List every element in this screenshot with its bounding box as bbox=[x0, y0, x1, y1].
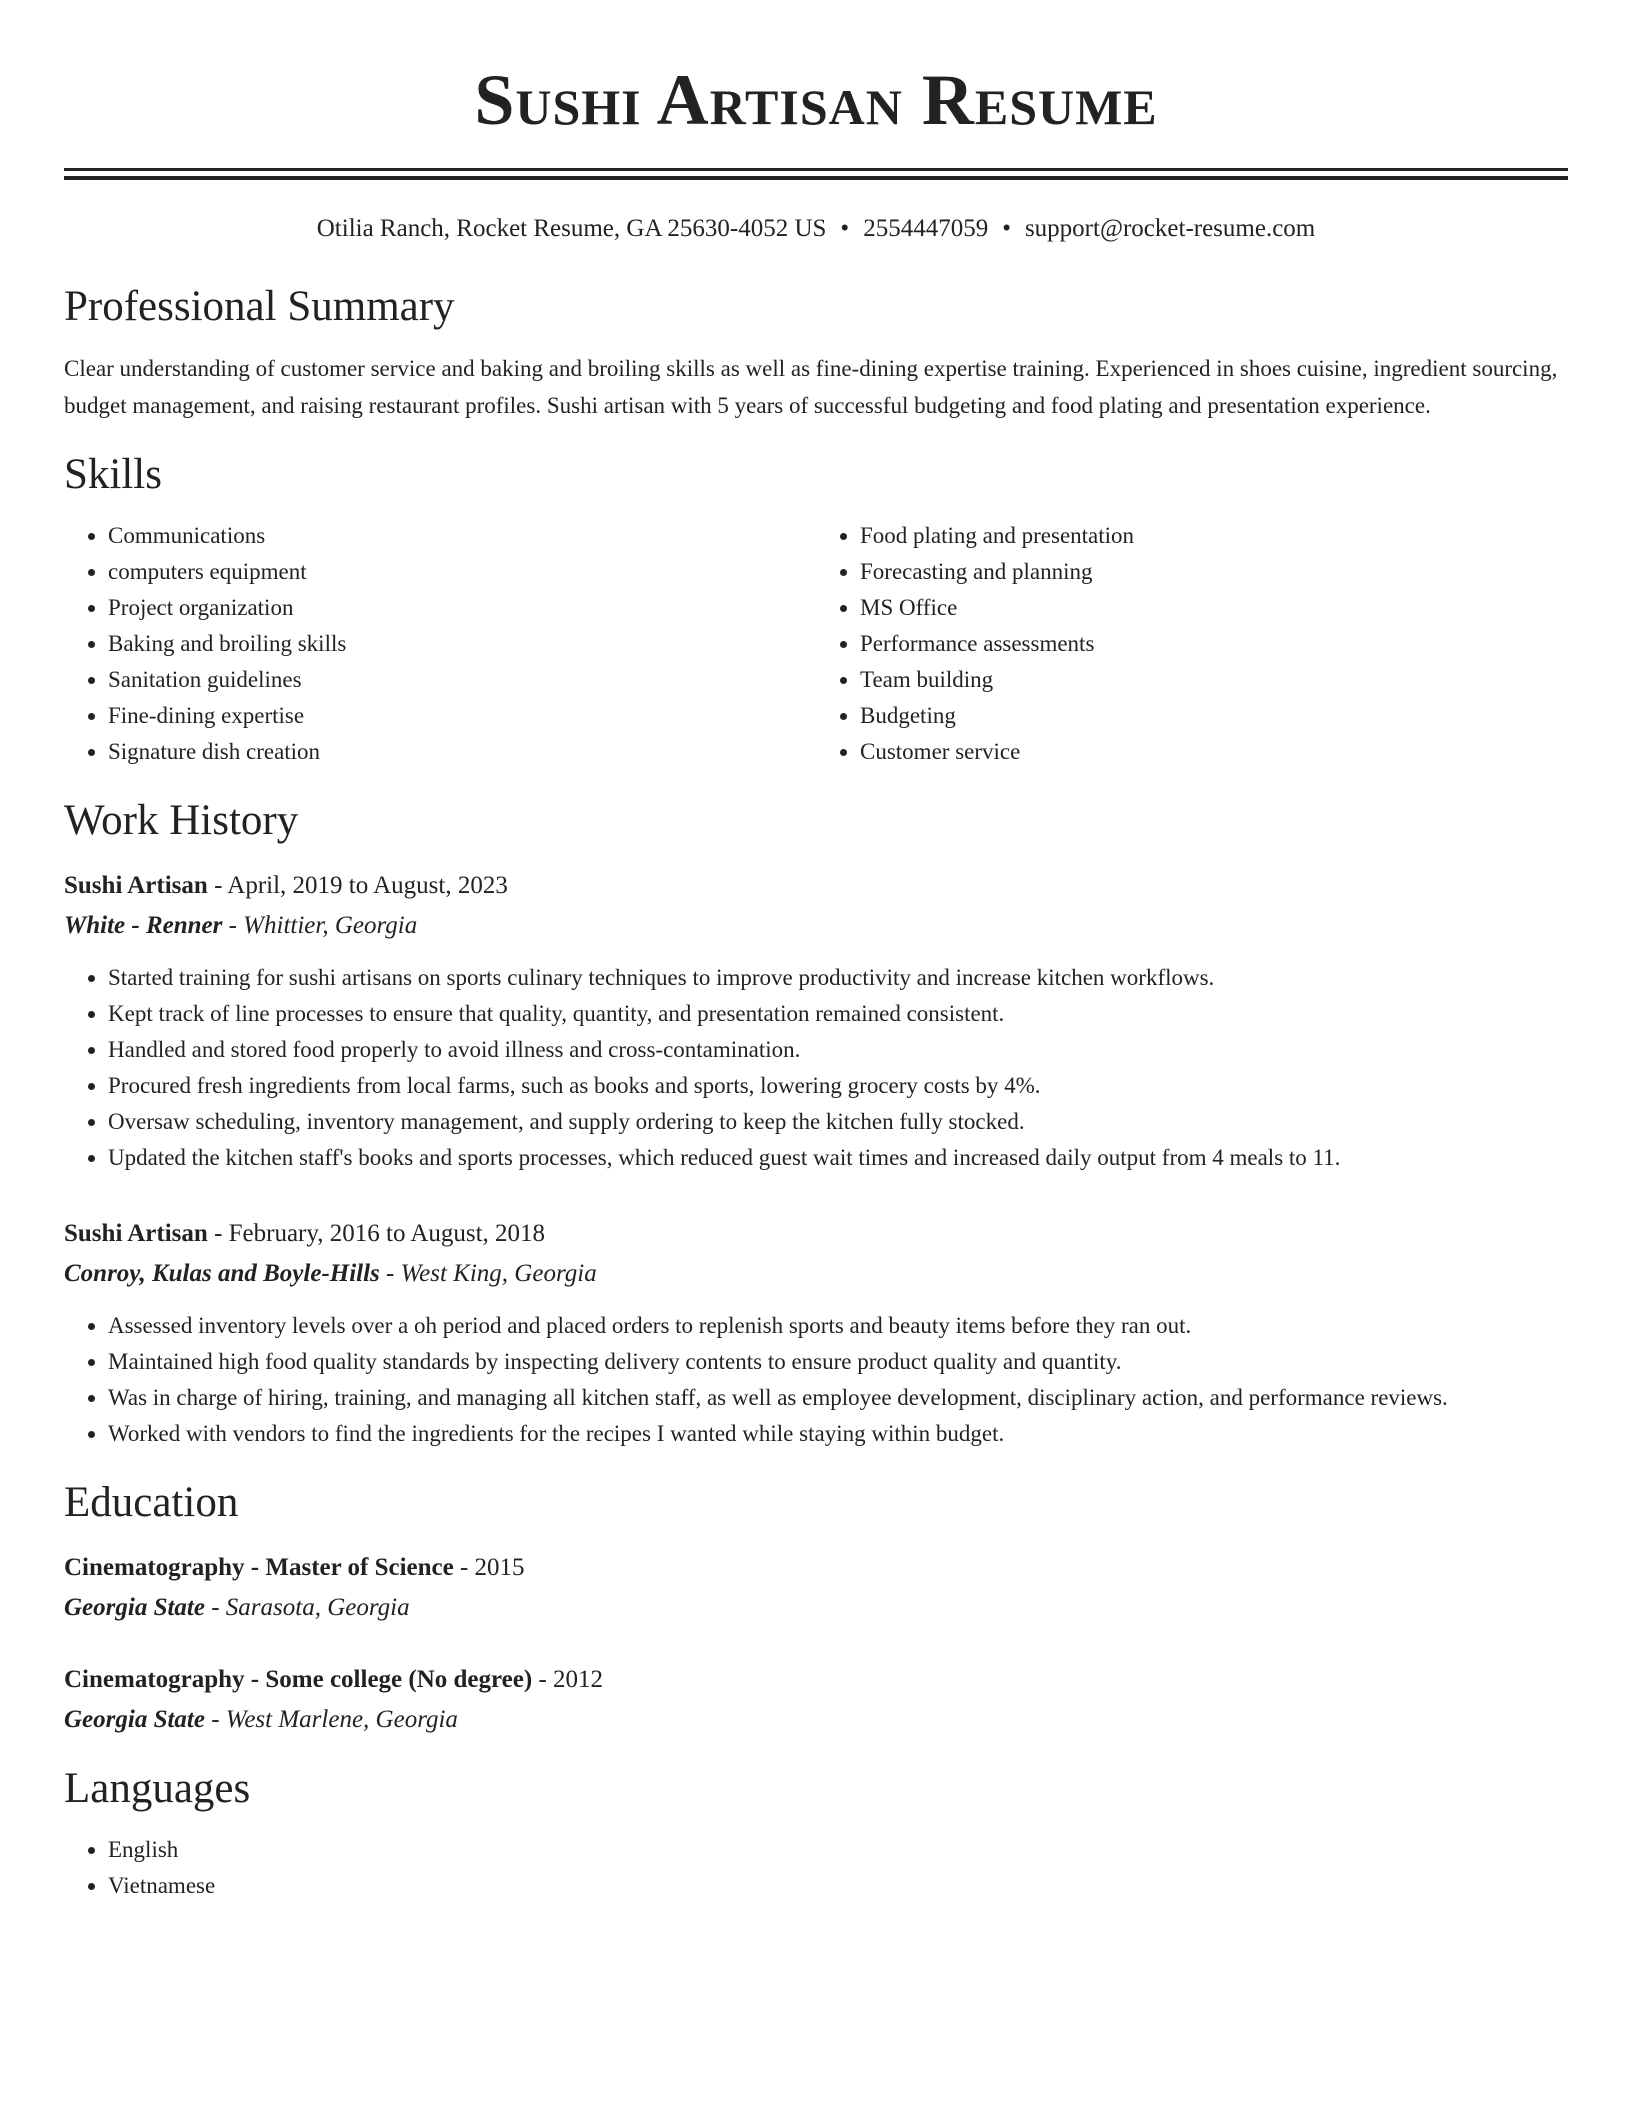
language-item: • English bbox=[108, 1832, 1568, 1868]
job-bullet: • Procured fresh ingredients from local farms, such as books and sports, lowering grocery costs by 4%. bbox=[108, 1068, 1568, 1104]
job-dates: - February, 2016 to August, 2018 bbox=[207, 1220, 546, 1247]
job-location: - West King, Georgia bbox=[379, 1260, 597, 1287]
job-bullet: • Handled and stored food properly to avoid illness and cross-contamination. bbox=[108, 1032, 1568, 1068]
education-location: - Sarasota, Georgia bbox=[204, 1594, 410, 1621]
education-school: Georgia State bbox=[64, 1594, 205, 1621]
job-employer bbox=[64, 1256, 1568, 1292]
skill-item: • Team building bbox=[860, 662, 1568, 698]
job-dates: - April, 2019 to August, 2023 bbox=[207, 872, 508, 899]
education-year: - 2012 bbox=[532, 1666, 604, 1693]
education-degree: Cinematography - Master of Science bbox=[64, 1554, 454, 1581]
section-heading-skills: Skills bbox=[64, 451, 162, 498]
education-school: Georgia State bbox=[64, 1706, 205, 1733]
skill-item: • Project organization bbox=[108, 590, 816, 626]
job-entry bbox=[64, 1216, 1568, 1452]
job-bullet: • Worked with vendors to find the ingredients for the recipes I wanted while staying within budget. bbox=[108, 1416, 1568, 1452]
skill-item: • Fine-dining expertise bbox=[108, 698, 816, 734]
education-entry bbox=[64, 1550, 1568, 1626]
section-heading-work-history: Work History bbox=[64, 797, 299, 844]
job-bullets bbox=[64, 960, 1568, 1176]
section-heading-education: Education bbox=[64, 1479, 239, 1526]
job-heading bbox=[64, 1216, 1568, 1252]
education-heading bbox=[64, 1550, 1568, 1586]
skill-item: • Budgeting bbox=[860, 698, 1568, 734]
job-heading bbox=[64, 868, 1568, 904]
education-year: - 2015 bbox=[453, 1554, 525, 1581]
skill-item: • Baking and broiling skills bbox=[108, 626, 816, 662]
job-bullet: • Kept track of line processes to ensure that quality, quantity, and presentation remained consistent. bbox=[108, 996, 1568, 1032]
job-title: Sushi Artisan bbox=[64, 872, 208, 899]
section-heading-languages: Languages bbox=[64, 1765, 251, 1812]
skill-item: • Forecasting and planning bbox=[860, 554, 1568, 590]
skills-list bbox=[64, 518, 1568, 770]
contact-separator: • bbox=[840, 215, 850, 242]
contact-line bbox=[64, 214, 1568, 244]
job-bullet: • Maintained high food quality standards by inspecting delivery contents to ensure product quality and quantity. bbox=[108, 1344, 1568, 1380]
resume-title: Sushi Artisan Resume bbox=[474, 60, 1158, 140]
languages-list bbox=[64, 1832, 1568, 1904]
education-entry bbox=[64, 1662, 1568, 1738]
job-company: White - Renner bbox=[64, 912, 223, 939]
job-location: - Whittier, Georgia bbox=[222, 912, 418, 939]
skill-item: • Food plating and presentation bbox=[860, 518, 1568, 554]
title-divider-bottom bbox=[64, 176, 1568, 180]
skill-item: • Sanitation guidelines bbox=[108, 662, 816, 698]
title-divider-top bbox=[64, 168, 1568, 171]
skill-item: • Signature dish creation bbox=[108, 734, 816, 770]
job-bullet: • Updated the kitchen staff's books and sports processes, which reduced guest wait times and increased daily output from 4 meals to 11. bbox=[108, 1140, 1568, 1176]
contact-separator: • bbox=[1002, 215, 1011, 242]
contact-address: Otilia Ranch, Rocket Resume, GA 25630-4052 US bbox=[316, 215, 827, 242]
skills-column-right bbox=[816, 518, 1568, 770]
job-bullets bbox=[64, 1308, 1568, 1452]
job-bullet: • Oversaw scheduling, inventory management, and supply ordering to keep the kitchen fully stocked. bbox=[108, 1104, 1568, 1140]
contact-email: support@rocket-resume.com bbox=[1024, 215, 1316, 242]
section-heading-summary: Professional Summary bbox=[64, 283, 455, 330]
job-title: Sushi Artisan bbox=[64, 1220, 208, 1247]
language-item: • Vietnamese bbox=[108, 1868, 1568, 1904]
education-location: - West Marlene, Georgia bbox=[204, 1706, 458, 1733]
job-bullet: • Started training for sushi artisans on sports culinary techniques to improve productivity and increase kitchen workflows. bbox=[108, 960, 1568, 996]
skills-column-left bbox=[64, 518, 816, 770]
skill-item: • MS Office bbox=[860, 590, 1568, 626]
job-employer bbox=[64, 908, 1568, 944]
skill-item: • Communications bbox=[108, 518, 816, 554]
job-company: Conroy, Kulas and Boyle-Hills bbox=[64, 1260, 380, 1287]
skill-item: • computers equipment bbox=[108, 554, 816, 590]
job-bullet: • Assessed inventory levels over a oh period and placed orders to replenish sports and beauty items before they ran out. bbox=[108, 1308, 1568, 1344]
education-institution bbox=[64, 1702, 1568, 1738]
education-degree: Cinematography - Some college (No degree) bbox=[64, 1666, 533, 1693]
contact-phone: 2554447059 bbox=[863, 215, 989, 242]
education-heading bbox=[64, 1662, 1568, 1698]
education-institution bbox=[64, 1590, 1568, 1626]
summary-text: Clear understanding of customer service and baking and broiling skills as well as fine-dining expertise training. Experienced in shoes cuisine, ingredient sourcing, budget management, and raising restaurant profiles. Sushi artisan with 5 years of successful budgeting and food plating and presentation experience. bbox=[64, 356, 1558, 418]
skill-item: • Customer service bbox=[860, 734, 1568, 770]
job-entry bbox=[64, 868, 1568, 1176]
job-bullet: • Was in charge of hiring, training, and managing all kitchen staff, as well as employee development, disciplinary action, and performance reviews. bbox=[108, 1380, 1568, 1416]
skill-item: • Performance assessments bbox=[860, 626, 1568, 662]
